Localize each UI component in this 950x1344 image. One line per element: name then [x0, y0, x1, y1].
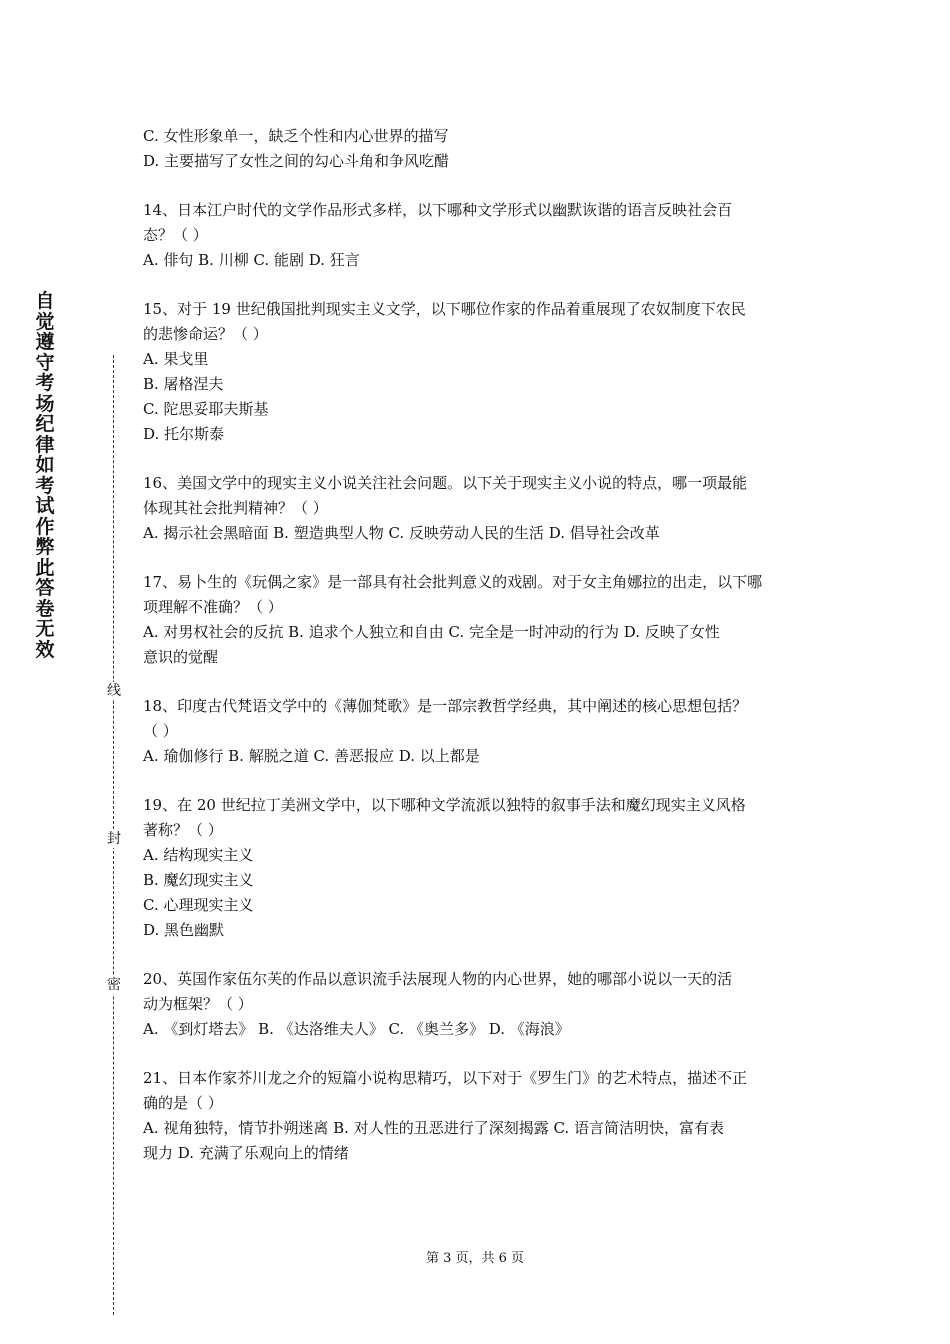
option-line: B. 魔幻现实主义 [143, 871, 254, 889]
option-line: C. 心理现实主义 [143, 896, 254, 914]
question-text: 著称？（ ） [143, 821, 223, 839]
question-text: 确的是（ ） [143, 1094, 223, 1112]
binding-label-seal: 封 [107, 831, 121, 847]
question-text: 14、日本江户时代的文学作品形式多样，以下哪种文学形式以幽默诙谐的语言反映社会百 [143, 201, 733, 219]
question-text: 项理解不准确？（ ） [143, 598, 283, 616]
option-line: C. 女性形象单一，缺乏个性和内心世界的描写 [143, 127, 449, 145]
question-content [143, 124, 813, 1166]
question-text: 态？（ ） [143, 226, 208, 244]
option-line: 意识的觉醒 [143, 648, 219, 666]
exam-discipline-warning: 自觉遵守考场纪律如考试作弊此答卷无效 [35, 290, 55, 661]
previous-question-options [143, 124, 813, 174]
question-text: 的悲惨命运？（ ） [143, 325, 268, 343]
option-line: C. 陀思妥耶夫斯基 [143, 400, 269, 418]
question-14 [143, 198, 813, 273]
question-17 [143, 570, 813, 670]
option-line: B. 屠格涅夫 [143, 375, 224, 393]
question-text: 动为框架？（ ） [143, 995, 253, 1013]
option-line: 现力 D. 充满了乐观向上的情绪 [143, 1144, 349, 1162]
option-line: D. 主要描写了女性之间的勾心斗角和争风吃醋 [143, 152, 450, 170]
option-line: A. 揭示社会黑暗面 B. 塑造典型人物 C. 反映劳动人民的生活 D. 倡导社会改革 [143, 524, 660, 542]
binding-label-secret: 密 [107, 977, 121, 993]
question-15 [143, 297, 813, 447]
option-line: A. 对男权社会的反抗 B. 追求个人独立和自由 C. 完全是一时冲动的行为 D. 反映了女性 [143, 623, 720, 641]
question-18 [143, 694, 813, 769]
question-21 [143, 1066, 813, 1166]
question-text: （ ） [143, 722, 178, 740]
option-line: A. 俳句 B. 川柳 C. 能剧 D. 狂言 [143, 251, 360, 269]
option-line: A. 《到灯塔去》 B. 《达洛维夫人》 C. 《奥兰多》 D. 《海浪》 [143, 1020, 570, 1038]
option-line: A. 果戈里 [143, 350, 209, 368]
binding-label-line: 线 [107, 683, 121, 699]
question-text: 17、易卜生的《玩偶之家》是一部具有社会批判意义的戏剧。对于女主角娜拉的出走，以下哪 [143, 573, 763, 591]
question-text: 16、美国文学中的现实主义小说关注社会问题。以下关于现实主义小说的特点，哪一项最能 [143, 474, 748, 492]
question-text: 体现其社会批判精神？（ ） [143, 499, 328, 517]
question-text: 21、日本作家芥川龙之介的短篇小说构思精巧，以下对于《罗生门》的艺术特点，描述不正 [143, 1069, 748, 1087]
option-line: A. 结构现实主义 [143, 846, 254, 864]
option-line: D. 黑色幽默 [143, 921, 225, 939]
page-number: 第 3 页，共 6 页 [425, 1251, 525, 1266]
question-16 [143, 471, 813, 546]
question-20 [143, 967, 813, 1042]
question-text: 15、对于 19 世纪俄国批判现实主义文学，以下哪位作家的作品着重展现了农奴制度下农民 [143, 300, 746, 318]
option-line: D. 托尔斯泰 [143, 425, 225, 443]
question-text: 20、英国作家伍尔芙的作品以意识流手法展现人物的内心世界，她的哪部小说以一天的活 [143, 970, 733, 988]
option-line: A. 视角独特，情节扑朔迷离 B. 对人性的丑恶进行了深刻揭露 C. 语言简洁明快，富有表 [143, 1119, 724, 1137]
question-text: 19、在 20 世纪拉丁美洲文学中，以下哪种文学流派以独特的叙事手法和魔幻现实主义风格 [143, 796, 746, 814]
question-19 [143, 793, 813, 943]
option-line: A. 瑜伽修行 B. 解脱之道 C. 善恶报应 D. 以上都是 [143, 747, 480, 765]
question-text: 18、印度古代梵语文学中的《薄伽梵歌》是一部宗教哲学经典，其中阐述的核心思想包括？ [143, 697, 748, 715]
